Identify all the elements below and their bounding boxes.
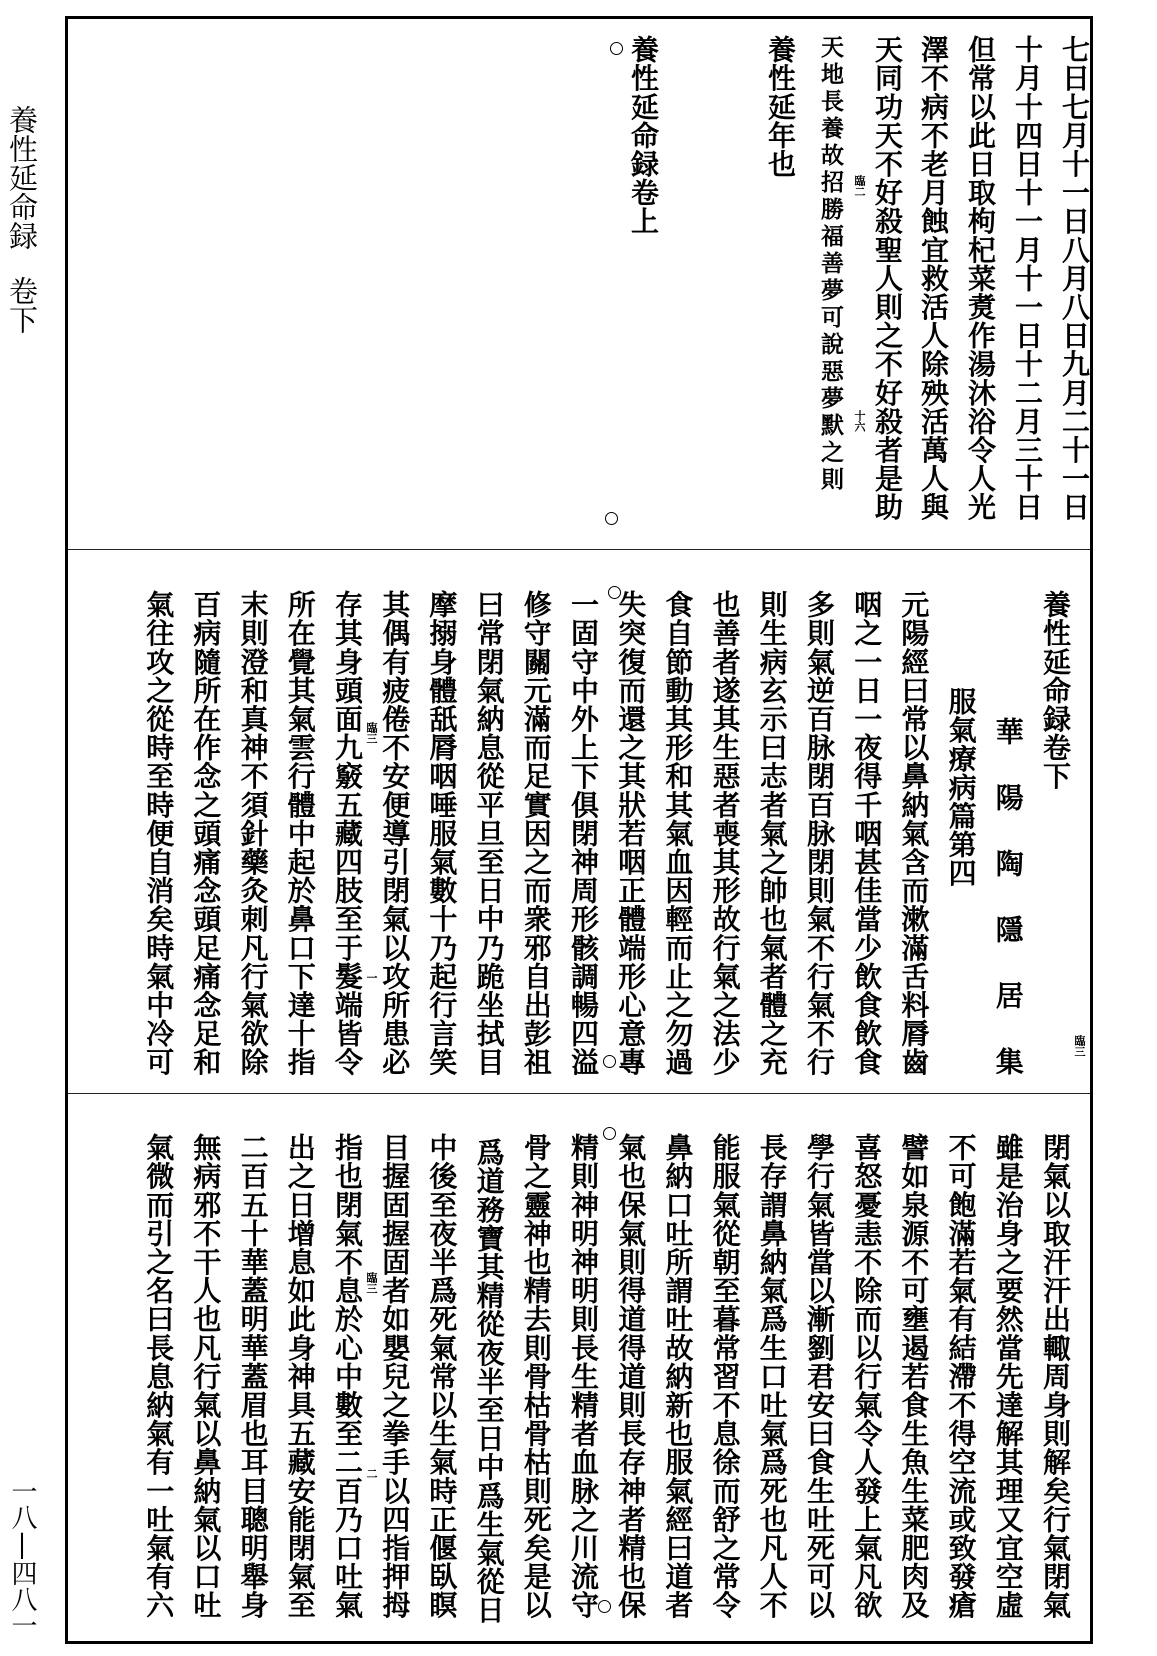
text-column: 能服氣從朝至暮常習不息徐而舒之常令 [708, 1133, 742, 1620]
text-column: 氣微而引之名曰長息納氣有一吐氣有六 [142, 1133, 176, 1620]
text-column: 百病隨所在作念之頭痛念頭足痛念足和 [189, 590, 223, 1077]
paragraph-circle-mark [598, 1600, 611, 1613]
text-column: 鼻納口吐所謂吐故納新也服氣經曰道者 [661, 1133, 695, 1620]
paragraph-circle-mark [603, 1127, 616, 1140]
annotation-note: 臨三 [1073, 1035, 1086, 1057]
text-column: 氣也保氣則得道得道則長存神者精也保 [614, 1133, 648, 1620]
paragraph-circle-mark [603, 1055, 616, 1068]
text-column: 其偶有疲倦不安便導引閉氣以攻所患必 [378, 590, 412, 1077]
text-column: 多則氣逆百脉閉百脉閉則氣不行氣不行 [803, 590, 836, 1077]
text-column: 長存謂鼻納氣爲生口吐氣爲死也凡人不 [755, 1133, 789, 1620]
text-column: 摩搦身體舐脣咽唾服氣數十乃起行言笑 [425, 590, 459, 1077]
margin-page-number: 一八|四八一 [7, 1478, 37, 1638]
text-column: 目握固握固者如嬰兒之拳手以四指押拇 [378, 1133, 412, 1620]
text-column: 七日七月十一日八月八日九月二十一日 [1058, 35, 1091, 522]
band-divider [68, 1093, 1090, 1094]
text-column: 中後至夜半爲死氣常以生氣時正偃臥瞑 [425, 1133, 459, 1620]
annotation-note: 二 [365, 1468, 378, 1479]
margin-book-title [6, 105, 38, 334]
text-column: 曰常閉氣納息從平旦至日中乃跪坐拭目 [472, 590, 506, 1077]
volume-title-lower: 養性延命録卷下 [1039, 590, 1072, 791]
band-divider [68, 549, 1090, 550]
text-column: 存其身頭面九竅五藏四肢至于髮端皆令 [331, 590, 364, 1077]
annotation-note: 一 [365, 972, 378, 983]
volume-title-upper: 養性延命録卷上 [627, 35, 660, 236]
text-column: 養性延年也 [764, 35, 797, 178]
text-column: 失突復而還之其狀若咽正體端形心意專 [614, 590, 648, 1077]
text-column: 閉氣以取汗汗出輙周身則解矣行氣閉氣 [1039, 1133, 1072, 1620]
text-column: 但常以此日取枸杞菜煑作湯沐浴令人光 [964, 35, 997, 522]
text-column: 則生病玄示曰志者氣之帥也氣者體之充 [755, 590, 789, 1077]
text-column: 也善者遂其生惡者喪其形故行氣之法少 [708, 590, 742, 1077]
annotation-note: 臨三 [365, 722, 378, 744]
text-column: 一固守中外上下俱閉神周形骸調暢四溢 [567, 590, 600, 1077]
annotation-note: 臨二 [853, 175, 866, 197]
text-column: 咽之一日一夜得千咽甚佳當少飲食飲食 [850, 590, 884, 1077]
paragraph-circle-mark [605, 512, 618, 525]
margin-title: 養性延命録 [5, 105, 39, 250]
paragraph-circle-mark [610, 42, 623, 55]
text-column: 修守關元滿而足實因之而衆邪自出彭祖 [519, 590, 553, 1077]
text-column: 學行氣皆當以漸劉君安曰食生吐死可以 [803, 1133, 836, 1620]
text-column: 指也閉氣不息於心中數至二百乃口吐氣 [331, 1133, 364, 1620]
text-column: 天地長養故招勝福善夢可說惡夢默之則 [817, 35, 844, 494]
chapter-heading: 服氣療病篇第四 [944, 687, 978, 888]
text-column: 末則澄和真神不須針藥灸刺凡行氣欲除 [236, 590, 270, 1077]
paragraph-circle-mark [608, 586, 621, 599]
text-column: 十月十四日十一月十一日十二月三十日 [1011, 35, 1044, 522]
annotation-note: 十六 [853, 410, 866, 432]
text-column: 譬如泉源不可壅遏若食生魚生菜肥肉及 [897, 1133, 931, 1620]
text-column: 雖是治身之要然當先達解其理又宜空虛 [991, 1133, 1025, 1620]
margin-volume: 卷下 [5, 276, 39, 334]
annotation-note: 臨三 [365, 1272, 378, 1294]
text-column: 澤不病不老月蝕宜救活人除殃活萬人與 [917, 35, 950, 522]
text-column: 精則神明神明則長生精者血脉之川流守 [567, 1133, 600, 1620]
text-column: 食自節動其形和其氣血因輕而止之勿過 [661, 590, 695, 1077]
text-column: 出之日增息如此身神具五藏安能閉氣至 [283, 1133, 317, 1620]
text-column: 氣往攻之從時至時便自消矣時氣中冷可 [142, 590, 176, 1077]
text-column: 爲道務寶其精從夜半至日中爲生氣從日 [472, 1138, 506, 1625]
compiler-line: 華陽陶隱居集 [991, 717, 1025, 1113]
text-column: 元陽經曰常以鼻納氣含而漱滿舌料脣齒 [897, 590, 931, 1077]
text-column: 骨之靈神也精去則骨枯骨枯則死矣是以 [519, 1133, 553, 1620]
text-column: 天同功天不好殺聖人則之不好殺者是助 [871, 35, 904, 522]
text-column: 二百五十華蓋明華蓋眉也耳目聰明舉身 [236, 1133, 270, 1620]
text-column: 無病邪不干人也凡行氣以鼻納氣以口吐 [189, 1133, 223, 1620]
text-column: 喜怒憂恚不除而以行氣令人發上氣凡欲 [850, 1133, 884, 1620]
text-column: 不可飽滿若氣有結滯不得空流或致發瘡 [944, 1133, 978, 1620]
text-column: 所在覺其氣雲行體中起於鼻口下達十指 [283, 590, 317, 1077]
